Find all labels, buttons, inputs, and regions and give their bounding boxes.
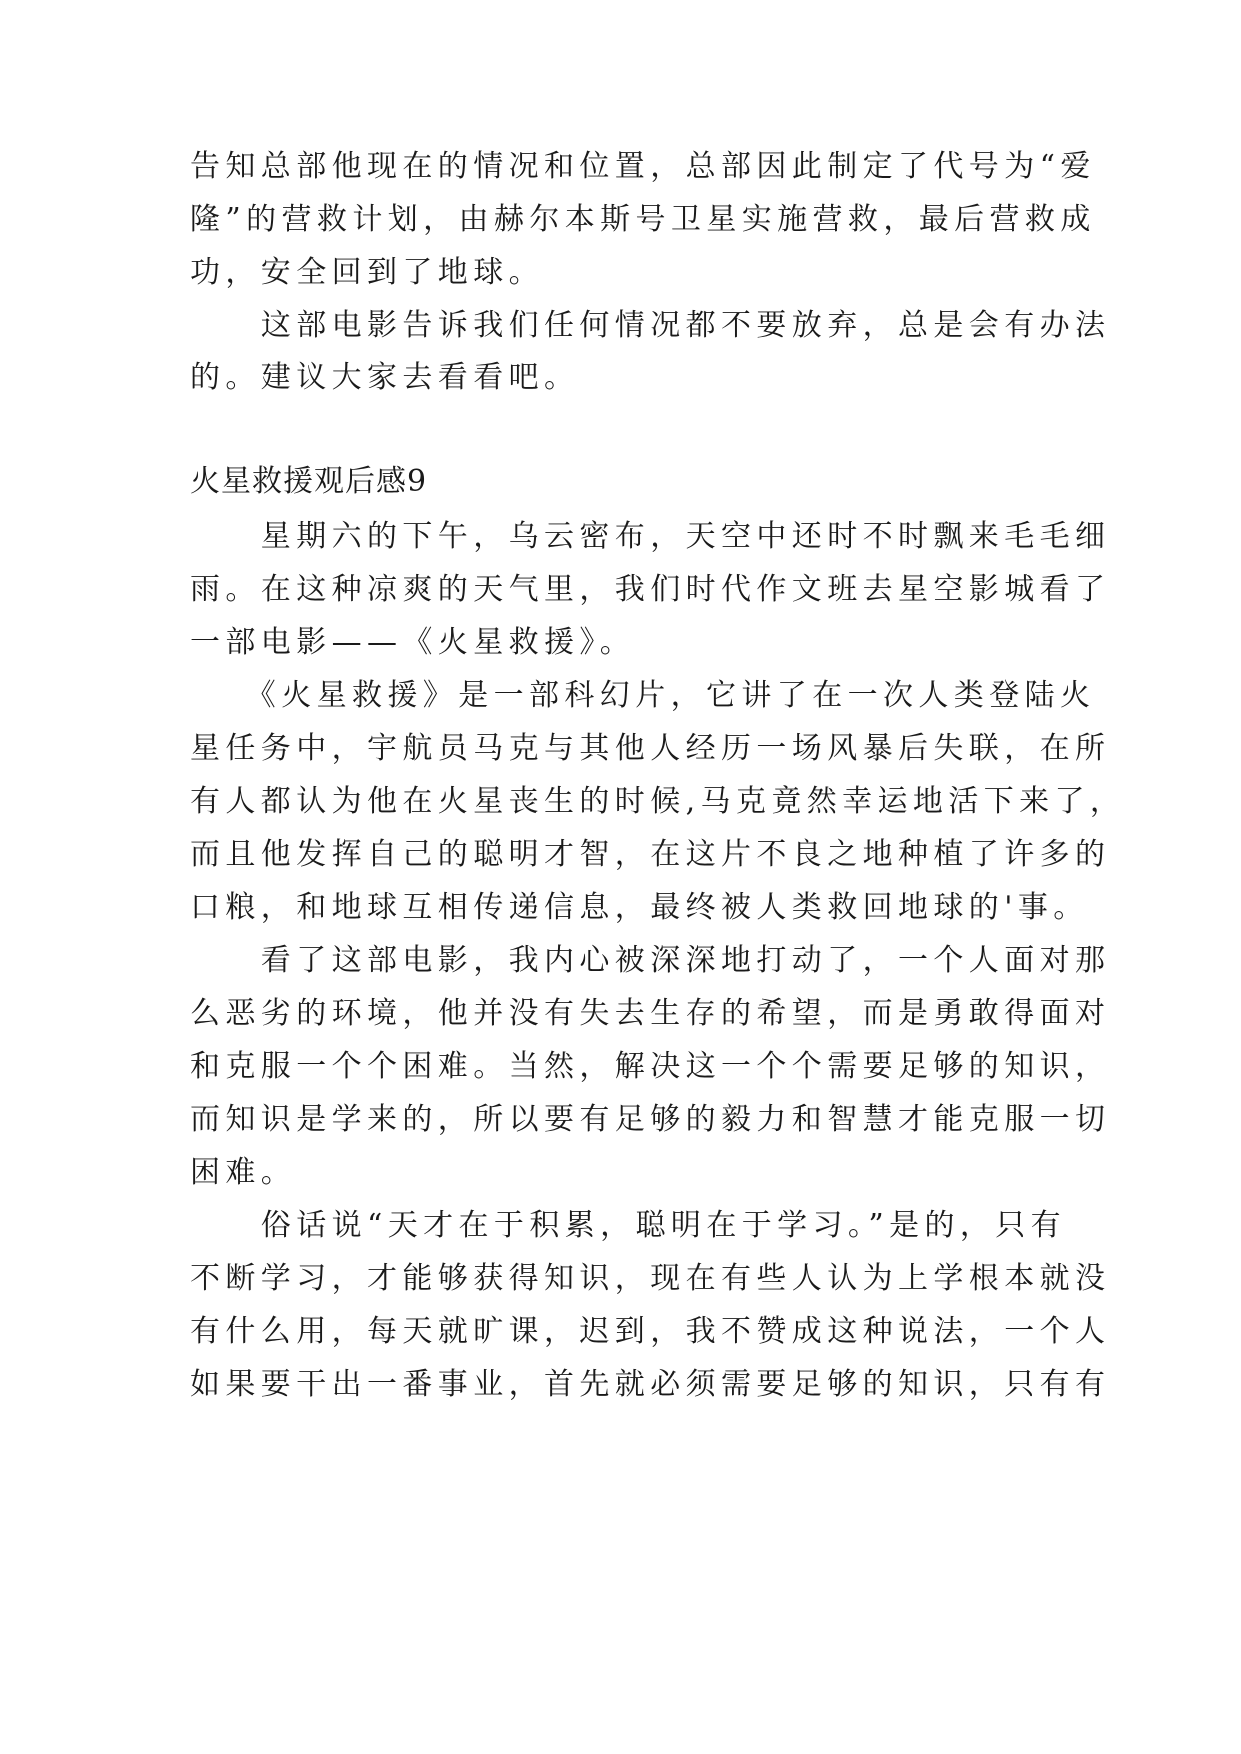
text-line: 不断学习，才能够获得知识，现在有些人认为上学根本就没 — [190, 1261, 1111, 1296]
text-line: 而知识是学来的，所以要有足够的毅力和智慧才能克服一切 — [190, 1102, 1111, 1137]
text-line: 有什么用，每天就旷课，迟到，我不赞成这种说法，一个人 — [190, 1314, 1111, 1349]
text-line: 《火星救援》是一部科幻片，它讲了在一次人类登陆火 — [190, 678, 1096, 713]
text-line: 星任务中，宇航员马克与其他人经历一场风暴后失联，在所 — [190, 731, 1111, 766]
text-line: 的。建议大家去看看吧。 — [190, 360, 580, 395]
text-line: 一部电影——《火星救援》。 — [190, 625, 636, 660]
text-line: 如果要干出一番事业，首先就必须需要足够的知识，只有有 — [190, 1367, 1111, 1402]
text-line: 看了这部电影，我内心被深深地打动了，一个人面对那 — [190, 943, 1111, 978]
text-line: 困难。 — [190, 1155, 297, 1190]
text-line: 告知总部他现在的情况和位置，总部因此制定了代号为“爱 — [190, 149, 1096, 184]
text-line: 而且他发挥自己的聪明才智，在这片不良之地种植了许多的 — [190, 837, 1111, 872]
text-line: 星期六的下午，乌云密布，天空中还时不时飘来毛毛细 — [190, 519, 1111, 554]
text-line: 隆”的营救计划，由赫尔本斯号卫星实施营救，最后营救成 — [190, 202, 1096, 237]
text-line: 雨。在这种凉爽的天气里，我们时代作文班去星空影城看了 — [190, 572, 1111, 607]
section-heading: 火星救援观后感9 — [190, 464, 428, 499]
text-line: 口粮，和地球互相传递信息，最终被人类救回地球的'事。 — [190, 890, 1089, 925]
text-line: 功，安全回到了地球。 — [190, 255, 544, 290]
text-line: 有人都认为他在火星丧生的时候,马克竟然幸运地活下来了， — [190, 784, 1126, 819]
text-line: 和克服一个个困难。当然，解决这一个个需要足够的知识， — [190, 1049, 1111, 1084]
text-line: 俗话说“天才在于积累，聪明在于学习。”是的，只有 — [190, 1208, 1067, 1243]
text-line: 这部电影告诉我们任何情况都不要放弃，总是会有办法 — [190, 308, 1111, 343]
text-line: 么恶劣的环境，他并没有失去生存的希望，而是勇敢得面对 — [190, 996, 1111, 1031]
